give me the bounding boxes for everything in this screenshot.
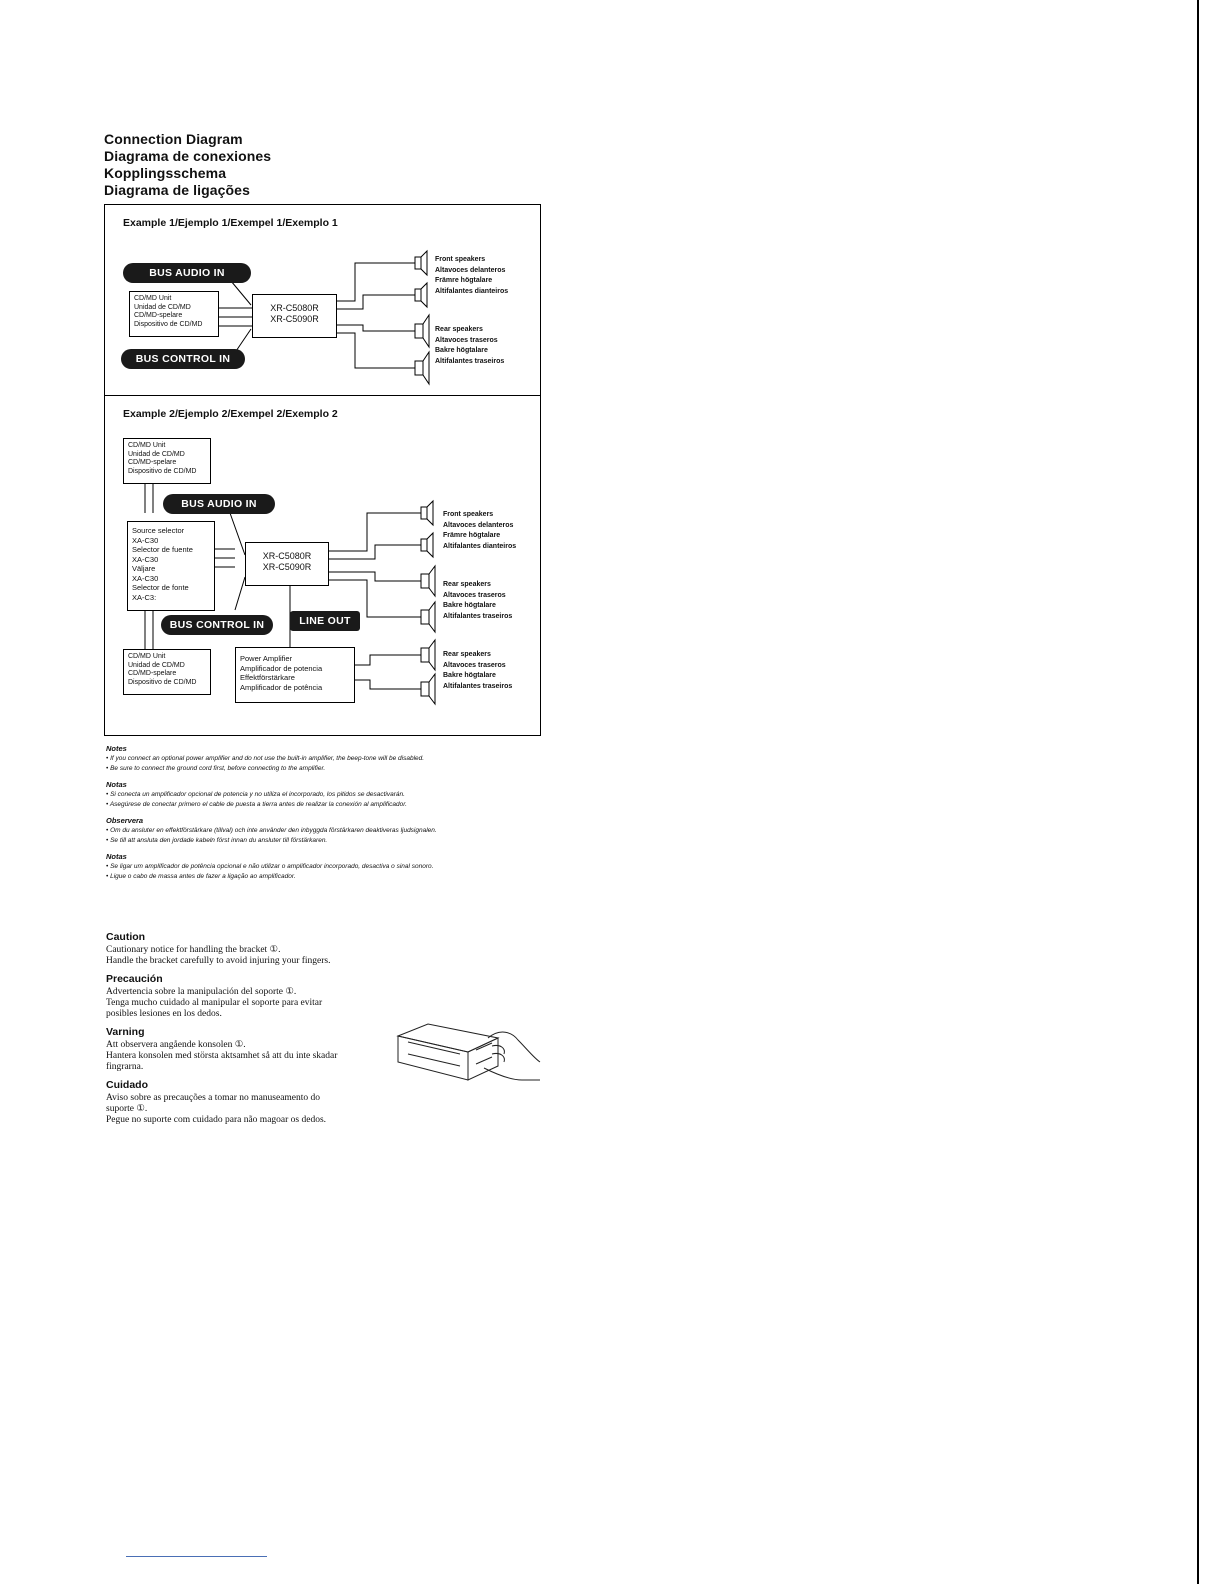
- varning-heading: Varning: [106, 1026, 145, 1038]
- amp-line: Amplificador de potencia: [240, 663, 323, 673]
- cuidado-line: suporte ①.: [106, 1104, 148, 1114]
- head-unit-box-2: [245, 542, 329, 586]
- caution-section: [106, 925, 386, 1126]
- precaucion-heading: Precaución: [106, 973, 163, 985]
- power-amplifier-box: [235, 647, 355, 703]
- cd-unit-line: CD/MD Unit: [128, 653, 166, 660]
- speaker-label-line: Bakre högtalare: [443, 602, 496, 609]
- speaker-label-line: Altifalantes dianteiros: [435, 287, 509, 295]
- speaker-label-line: Bakre högtalare: [443, 672, 496, 679]
- notes-section: [106, 744, 546, 888]
- note-heading: Observera: [106, 816, 144, 825]
- cd-unit-line: Dispositivo de CD/MD: [134, 320, 203, 328]
- note-item: • If you connect an optional power amplifier and do not use the built-in amplifier, the beep-tone will be disabled.: [106, 755, 425, 762]
- speaker-label-line: Altavoces traseros: [443, 661, 506, 669]
- selector-line: Selector de fuente: [132, 545, 193, 554]
- speaker-label-line: Altifalantes traseiros: [443, 612, 513, 620]
- caution-line: Handle the bracket carefully to avoid injuring your fingers.: [106, 956, 331, 966]
- note-block-sv: [106, 816, 546, 846]
- speaker-label-line: Altavoces traseros: [443, 591, 506, 599]
- selector-line: Source selector: [132, 526, 185, 535]
- note-item: • Ligue o cabo de massa antes de fazer a ligação ao amplificador.: [106, 873, 296, 880]
- speaker-label-line: Altavoces traseros: [435, 336, 498, 344]
- bus-control-in-label: BUS CONTROL IN: [121, 349, 245, 369]
- selector-line: XA-C3:: [132, 592, 157, 602]
- amp-line: Power Amplifier: [240, 654, 293, 663]
- amp-line: Amplificador de potência: [240, 682, 323, 692]
- note-heading: Notas: [106, 852, 127, 861]
- speaker-label-line: Rear speakers: [435, 326, 483, 333]
- speaker-label-line: Altavoces delanteros: [435, 266, 506, 274]
- amp-line: Effektförstärkare: [240, 673, 295, 682]
- note-block-pt: [106, 852, 546, 882]
- line-out-label: LINE OUT: [290, 611, 360, 631]
- example1-title: Example 1/Ejemplo 1/Exempel 1/Exemplo 1: [123, 217, 338, 229]
- cd-md-unit-box: [129, 291, 219, 337]
- selector-line: Väljare: [132, 564, 156, 573]
- note-item: • Be sure to connect the ground cord first, before connecting to the amplifier.: [106, 765, 326, 772]
- note-block-en: [106, 744, 546, 774]
- speaker-icons: [415, 251, 435, 704]
- varning-line: fingrarna.: [106, 1062, 144, 1072]
- cuidado-heading: Cuidado: [106, 1079, 148, 1091]
- selector-line: Selector de fonte: [132, 583, 189, 592]
- cd-unit-line: Dispositivo de CD/MD: [128, 678, 197, 686]
- title-sv: Kopplingsschema: [104, 165, 227, 181]
- document-titles: [104, 131, 271, 199]
- cd-unit-line: Unidad de CD/MD: [128, 661, 185, 669]
- speaker-label-line: Främre högtalare: [443, 532, 501, 539]
- speaker-label-line: Altavoces delanteros: [443, 521, 514, 529]
- note-item: • Si conecta un amplificador opcional de potencia y no utiliza el incorporado, los pitidos se desactivarán.: [106, 791, 405, 798]
- bus-control-in-label-2: BUS CONTROL IN: [161, 615, 273, 635]
- source-selector-box: [127, 521, 215, 611]
- note-item: • Asegúrese de conectar primero el cable de puesta a tierra antes de realizar la conexión al amplificador.: [106, 801, 407, 808]
- rear-speakers-label: [435, 325, 504, 367]
- precaucion-line: posibles lesiones en los dedos.: [106, 1009, 222, 1019]
- precaucion-line: Advertencia sobre la manipulación del soporte ①.: [106, 987, 297, 997]
- cuidado-line: Aviso sobre as precauções a tomar no manuseamento do: [106, 1093, 321, 1103]
- cd-unit-line: CD/MD-spelare: [128, 670, 177, 677]
- note-item: • Se till att ansluta den jordade kabeln först innan du ansluter till förstärkaren.: [106, 837, 328, 844]
- head-unit-box: [252, 294, 337, 338]
- rear-speakers-label-2: [443, 580, 512, 622]
- note-heading: Notes: [106, 744, 127, 753]
- cd-unit-line: CD/MD-spelare: [128, 459, 177, 466]
- front-speakers-label-2: [443, 510, 516, 552]
- cd-unit-line: Unidad de CD/MD: [134, 303, 191, 311]
- unit-model: XR-C5090R: [262, 562, 312, 572]
- unit-model: XR-C5080R: [262, 551, 312, 561]
- cd-unit-line: Unidad de CD/MD: [128, 450, 185, 458]
- speaker-label-line: Altifalantes traseiros: [435, 357, 505, 365]
- caution-line: Cautionary notice for handling the bracket ①.: [106, 945, 281, 955]
- speaker-label-line: Främre högtalare: [435, 277, 493, 284]
- bus-audio-in-label: BUS AUDIO IN: [123, 263, 251, 283]
- footer-divider: [126, 1556, 267, 1557]
- note-heading: Notas: [106, 780, 127, 789]
- cd-unit-line: Dispositivo de CD/MD: [128, 467, 197, 475]
- selector-line: XA-C30: [132, 573, 159, 583]
- speaker-label-line: Rear speakers: [443, 581, 491, 588]
- cuidado-line: Pegue no suporte com cuidado para não magoar os dedos.: [106, 1115, 327, 1125]
- title-en: Connection Diagram: [104, 131, 243, 147]
- title-pt: Diagrama de ligações: [104, 182, 250, 198]
- example2-title: Example 2/Ejemplo 2/Exempel 2/Exemplo 2: [123, 408, 338, 420]
- connection-diagram: [104, 204, 541, 736]
- precaucion-line: Tenga mucho cuidado al manipular el soporte para evitar: [106, 998, 323, 1008]
- cd-unit-line: CD/MD Unit: [134, 295, 172, 302]
- varning-line: Hantera konsolen med största aktsamhet så att du inte skadar: [106, 1051, 338, 1061]
- unit-model: XR-C5080R: [270, 303, 319, 313]
- cd-unit-line: CD/MD-spelare: [134, 312, 183, 319]
- bus-audio-in-label-2: BUS AUDIO IN: [163, 494, 275, 514]
- unit-model: XR-C5090R: [270, 314, 319, 324]
- caution-heading: Caution: [106, 931, 146, 943]
- cd-md-unit-top-box: [123, 438, 211, 484]
- speaker-label-line: Rear speakers: [443, 651, 491, 658]
- varning-line: Att observera angående konsolen ①.: [106, 1040, 246, 1050]
- note-block-es: [106, 780, 546, 810]
- bracket-handling-illustration: [388, 1018, 543, 1090]
- example-divider: [105, 395, 540, 396]
- front-speakers-label: [435, 255, 508, 297]
- note-item: • Om du ansluter en effektförstärkare (tillval) och inte använder den inbyggda förstärkaren deaktiveras ljudsignalen.: [106, 827, 437, 834]
- cd-unit-line: CD/MD Unit: [128, 442, 166, 449]
- selector-line: XA-C30: [132, 554, 159, 564]
- title-es: Diagrama de conexiones: [104, 148, 272, 164]
- cd-md-unit-bottom-box: [123, 649, 211, 695]
- speaker-label-line: Front speakers: [435, 256, 486, 263]
- speaker-label-line: Front speakers: [443, 511, 494, 518]
- speaker-label-line: Altifalantes dianteiros: [443, 542, 517, 550]
- speaker-label-line: Altifalantes traseiros: [443, 682, 513, 690]
- rear-speakers-label-3: [443, 650, 512, 692]
- note-item: • Se ligar um amplificador de potência opcional e não utilizar o amplificador incorporado, desactiva o sinal sonoro.: [106, 863, 434, 870]
- speaker-label-line: Bakre högtalare: [435, 347, 488, 354]
- page-edge-line: [1197, 0, 1199, 1584]
- selector-line: XA-C30: [132, 535, 159, 545]
